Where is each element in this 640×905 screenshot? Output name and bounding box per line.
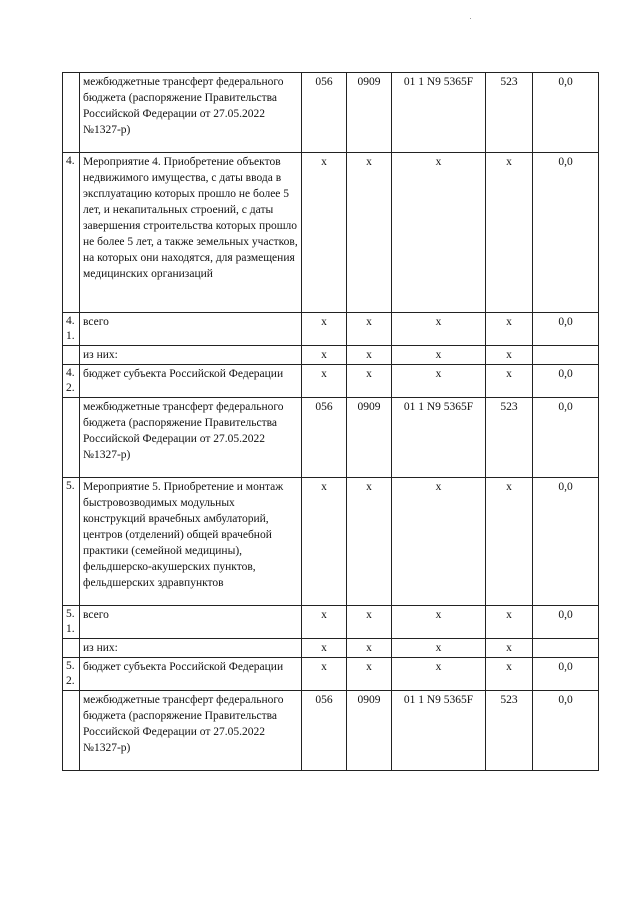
rzpr-cell: x (347, 639, 392, 658)
budget-table (62, 72, 599, 771)
sum-cell: 0,0 (533, 398, 599, 478)
rzpr-cell: 0909 (347, 398, 392, 478)
csr-cell: 01 1 N9 5365F (392, 398, 486, 478)
vr-cell: 523 (486, 691, 533, 771)
table-row (63, 153, 599, 313)
sum-cell (533, 346, 599, 365)
vr-cell: 523 (486, 398, 533, 478)
scan-speck (470, 18, 471, 19)
row-number (63, 691, 80, 771)
csr-cell: x (392, 658, 486, 691)
grbs-cell: x (302, 658, 347, 691)
table-row (63, 691, 599, 771)
row-name: всего (80, 313, 302, 346)
row-name: межбюджетные трансферт федерального бюджета (распоряжение Правительства Российской Федерации от 27.05.2022 №1327-р) (80, 73, 302, 153)
row-name: из них: (80, 346, 302, 365)
vr-cell: x (486, 365, 533, 398)
row-name: межбюджетные трансферт федерального бюджета (распоряжение Правительства Российской Федерации от 27.05.2022 №1327-р) (80, 398, 302, 478)
row-name: Мероприятие 4. Приобретение объектов недвижимого имущества, с даты ввода в эксплуатацию которых прошло не более 5 лет, и некапитальных строений, с даты завершения строительства которых прошло не более 5 лет, а также земельных участков, на которых они находятся, для размещения медицинских организаций (80, 153, 302, 313)
row-name: бюджет субъекта Российской Федерации (80, 365, 302, 398)
table-row (63, 639, 599, 658)
csr-cell: 01 1 N9 5365F (392, 73, 486, 153)
csr-cell: x (392, 153, 486, 313)
row-number: 5. (63, 478, 80, 606)
grbs-cell: x (302, 153, 347, 313)
sum-cell (533, 639, 599, 658)
table-row (63, 365, 599, 398)
csr-cell: x (392, 478, 486, 606)
row-name: Мероприятие 5. Приобретение и монтаж быстровозводимых модульных конструкций врачебных амбулаторий, центров (отделений) общей врачебной практики (семейной медицины), фельдшерско-акушерских пунктов, фельдшерских здравпунктов (80, 478, 302, 606)
rzpr-cell: x (347, 346, 392, 365)
vr-cell: x (486, 639, 533, 658)
grbs-cell: x (302, 478, 347, 606)
grbs-cell: 056 (302, 398, 347, 478)
vr-cell: x (486, 606, 533, 639)
csr-cell: x (392, 346, 486, 365)
grbs-cell: x (302, 365, 347, 398)
csr-cell: x (392, 365, 486, 398)
sum-cell: 0,0 (533, 658, 599, 691)
row-name: из них: (80, 639, 302, 658)
rzpr-cell: 0909 (347, 691, 392, 771)
row-number: 5. 1. (63, 606, 80, 639)
vr-cell: x (486, 153, 533, 313)
rzpr-cell: x (347, 153, 392, 313)
vr-cell: x (486, 478, 533, 606)
csr-cell: x (392, 606, 486, 639)
table-row (63, 478, 599, 606)
rzpr-cell: x (347, 365, 392, 398)
row-name: всего (80, 606, 302, 639)
rzpr-cell: x (347, 313, 392, 346)
sum-cell: 0,0 (533, 73, 599, 153)
row-number: 4. (63, 153, 80, 313)
vr-cell: x (486, 346, 533, 365)
grbs-cell: 056 (302, 73, 347, 153)
table-row (63, 313, 599, 346)
grbs-cell: 056 (302, 691, 347, 771)
table-row (63, 398, 599, 478)
table-row (63, 346, 599, 365)
vr-cell: 523 (486, 73, 533, 153)
row-number (63, 73, 80, 153)
row-name: бюджет субъекта Российской Федерации (80, 658, 302, 691)
rzpr-cell: x (347, 606, 392, 639)
rzpr-cell: x (347, 658, 392, 691)
vr-cell: x (486, 313, 533, 346)
csr-cell: 01 1 N9 5365F (392, 691, 486, 771)
grbs-cell: x (302, 346, 347, 365)
sum-cell: 0,0 (533, 365, 599, 398)
csr-cell: x (392, 313, 486, 346)
sum-cell: 0,0 (533, 313, 599, 346)
sum-cell: 0,0 (533, 606, 599, 639)
row-number: 4. 1. (63, 313, 80, 346)
rzpr-cell: 0909 (347, 73, 392, 153)
table-row (63, 606, 599, 639)
row-number (63, 398, 80, 478)
sum-cell: 0,0 (533, 691, 599, 771)
grbs-cell: x (302, 313, 347, 346)
table-row (63, 658, 599, 691)
grbs-cell: x (302, 639, 347, 658)
sum-cell: 0,0 (533, 153, 599, 313)
vr-cell: x (486, 658, 533, 691)
row-number (63, 346, 80, 365)
csr-cell: x (392, 639, 486, 658)
sum-cell: 0,0 (533, 478, 599, 606)
rzpr-cell: x (347, 478, 392, 606)
row-name: межбюджетные трансферт федерального бюджета (распоряжение Правительства Российской Федерации от 27.05.2022 №1327-р) (80, 691, 302, 771)
table-row (63, 73, 599, 153)
row-number: 5. 2. (63, 658, 80, 691)
row-number: 4. 2. (63, 365, 80, 398)
row-number (63, 639, 80, 658)
grbs-cell: x (302, 606, 347, 639)
